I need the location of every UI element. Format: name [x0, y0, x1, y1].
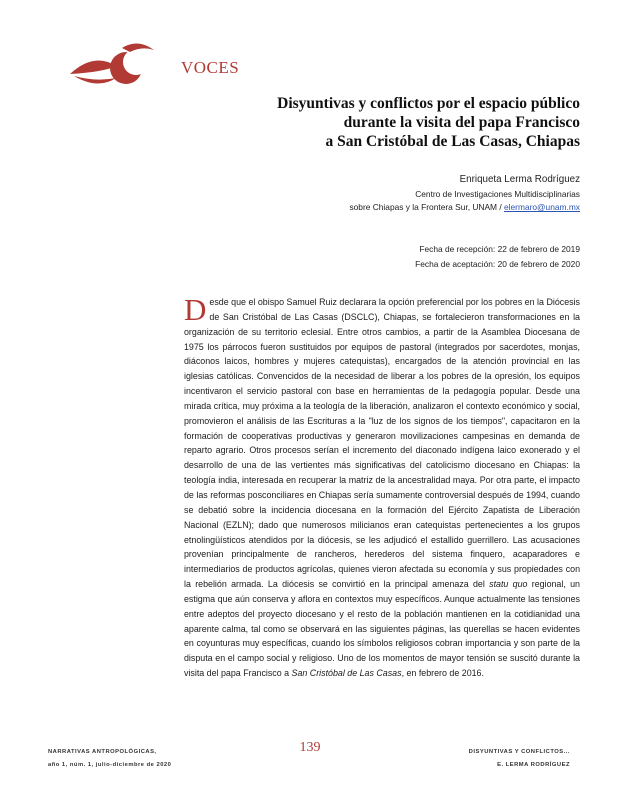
author-name: Enriqueta Lerma Rodríguez — [459, 174, 580, 185]
article-title — [150, 94, 580, 151]
red-crescent-sun-logo-icon — [64, 38, 164, 92]
drop-cap: D — [184, 292, 207, 327]
footer-journal-name: NARRATIVAS ANTROPOLÓGICAS, — [48, 749, 157, 755]
title-line-3: a San Cristóbal de Las Casas, Chiapas — [325, 133, 580, 150]
title-line-2: durante la visita del papa Francisco — [343, 114, 580, 131]
footer-issue: año 1, núm. 1, julio-diciembre de 2020 — [48, 762, 172, 768]
accepted-date: Fecha de aceptación: 20 de febrero de 2020 — [415, 259, 580, 269]
footer-running-author: E. LERMA RODRÍGUEZ — [497, 762, 570, 768]
received-date: Fecha de recepción: 22 de febrero de 2019 — [419, 244, 580, 254]
footer-running-title: DISYUNTIVAS Y CONFLICTOS... — [468, 749, 570, 755]
article-dates — [300, 242, 580, 272]
page-number: 139 — [299, 740, 321, 755]
body-text-part-2: regional, un estigma que aún conserva y aflora en contextos muy específicos. Aunque actualmente las tensiones entre adeptos del proyecto diocesano y el resto de la población mantienen en la cotidianidad una aparente calma, tal como se observará en las siguientes páginas, las querellas se hacen evidentes en coyunturas muy específicas, cuando los símbolos religiosos cobran importancia y son parte de la disputa en el campo social y religioso. Uno de los momentos de mayor tensión se suscitó durante la visita del papa Francisco a — [184, 579, 580, 679]
affiliation-text: sobre Chiapas y la Frontera Sur, UNAM / — [349, 202, 504, 212]
body-italic-statu-quo: statu quo — [489, 579, 528, 590]
body-italic-place: San Cristóbal de Las Casas — [291, 668, 402, 679]
section-label: VOCES — [181, 58, 240, 77]
author-block — [150, 172, 580, 214]
author-email-link[interactable]: elermaro@unam.mx — [504, 202, 580, 212]
article-body — [184, 292, 580, 681]
affiliation-line-1: Centro de Investigaciones Multidisciplinarias — [415, 189, 580, 199]
footer-running-head — [469, 746, 570, 772]
affiliation-line-2 — [150, 201, 580, 214]
body-text-part-3: , en febrero de 2016. — [401, 668, 484, 679]
body-text-part-1: esde que el obispo Samuel Ruiz declarara la opción preferencial por los pobres en la Diócesis de San Cristóbal de Las Casas (DSCLC), Chiapas, se fortalecieron transformaciones en la organización de su territorio eclesial. Entre otros cambios, a partir de la Asamblea Diocesana de 1975 los párrocos fueron sustituidos por equipos de pastoral (integrados por sacerdotes, monjas, diáconos laicos, hombres y mujeres catequistas), encargados de la atención provincial en las iglesias católicas. Convencidos de la necesidad de liberar a los pobres de la opresión, los equipos incentivaron el servicio pastoral con base en herramientas de la pedagogía popular. Desde una mirada crítica, muy próxima a la teología de la liberación, analizaron el contexto económico y social, promovieron el análisis de las Escrituras a la "luz de los signos de los tiempos", capacitaron en la formación de cooperativas productivas y generaron movilizaciones campesinas en demanda de reparto agrario. Otros procesos serían el incremento del diaconado indígena laico exonerado y el desarrollo de una de las vertientes más significativas del catolicismo diocesano en Chiapas: la teología india, interesada en recuperar la matriz de la ancestralidad maya. Por otra parte, el impacto de las reformas posconciliares en Chiapas sería sumamente controversial después de 1994, cuando se debatió sobre la incidencia diocesana en la formación del Ejército Zapatista de Liberación Nacional (EZLN); dado que numerosos milicianos eran catequistas pertenecientes a los grupos etnolingüísticos atendidos por la diócesis, se les adjudicó el estallido guerrillero. Las acusaciones provenían principalmente de rancheros, herederos del sistema finquero, acaparadores e intermediarios de productos agrícolas, quienes vieron afectada su economía y sus propiedades con la rebelión armada. La diócesis se convirtió en la principal amenaza del — [184, 297, 580, 590]
footer-journal-info — [48, 746, 171, 772]
title-line-1: Disyuntivas y conflictos por el espacio público — [277, 95, 580, 112]
